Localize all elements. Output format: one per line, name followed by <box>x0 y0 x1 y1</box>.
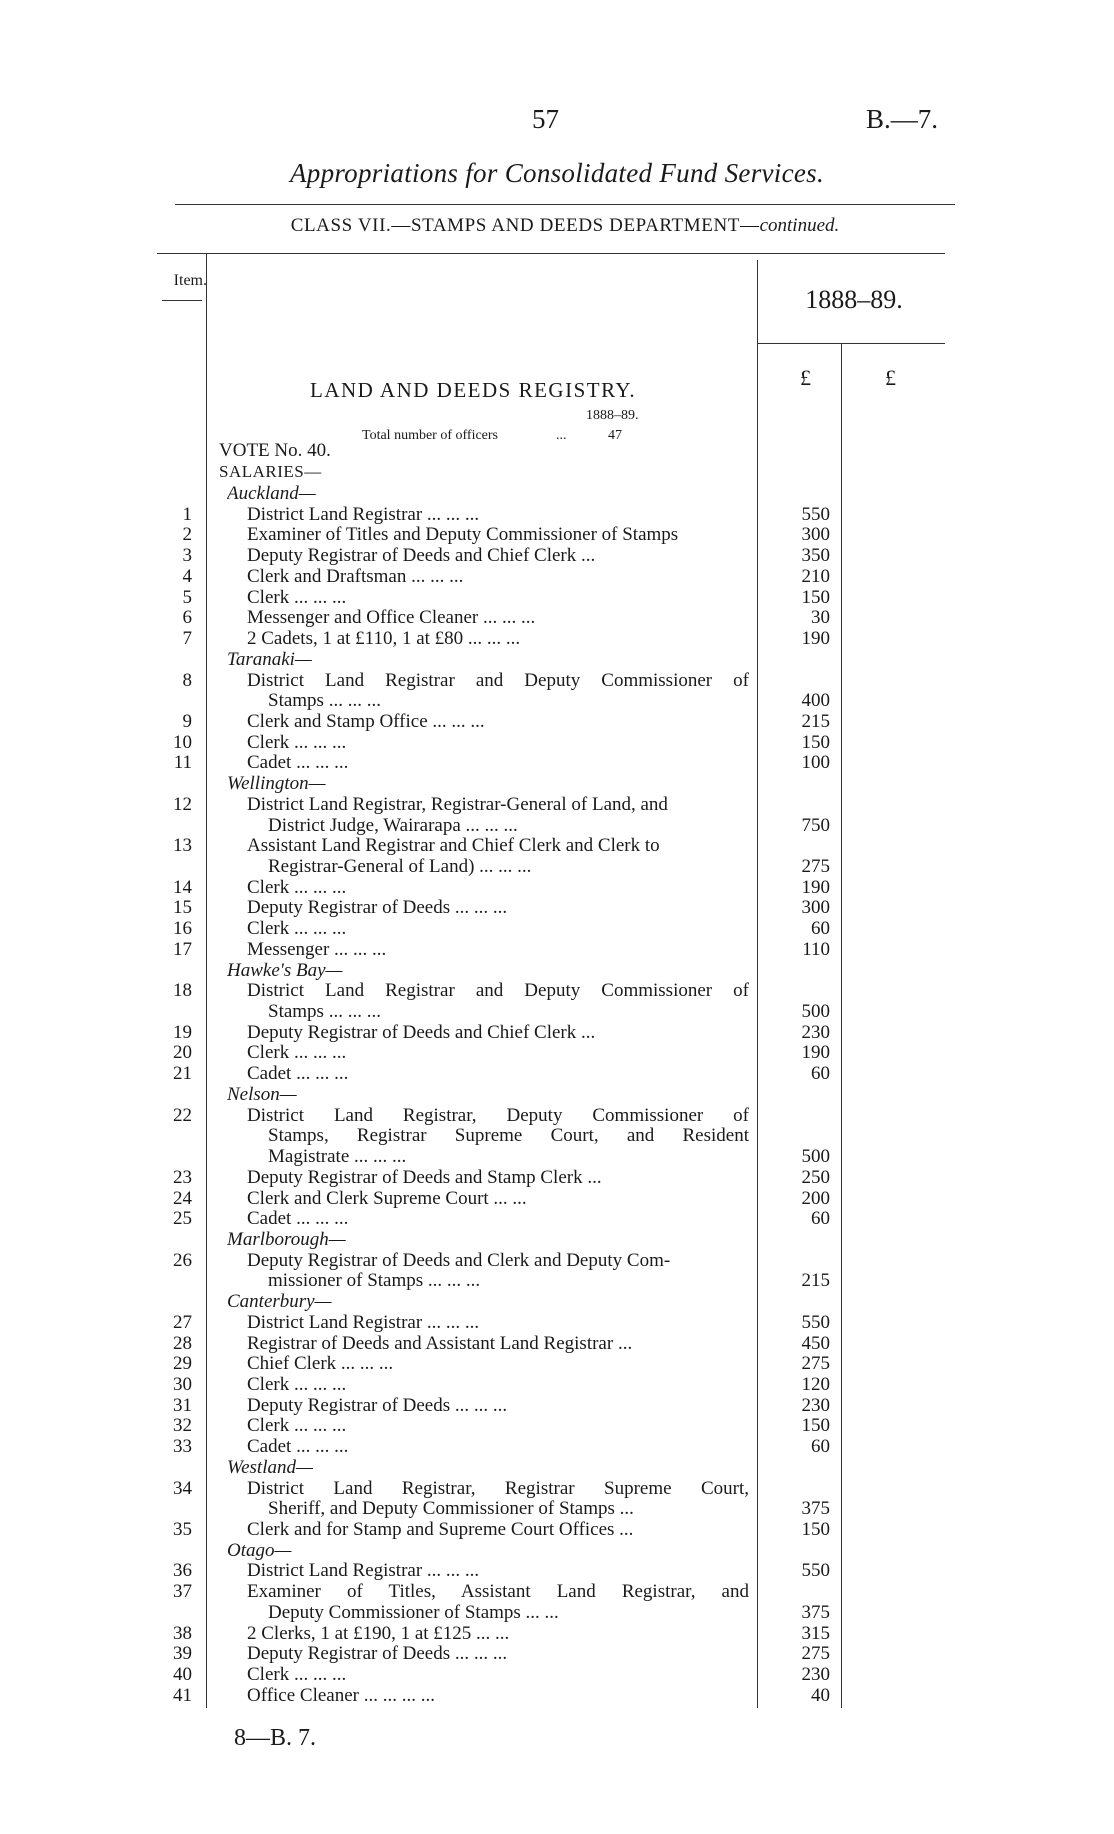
item-number: 10 <box>173 731 192 753</box>
table-row <box>0 1395 1114 1416</box>
page-title: Appropriations for Consolidated Fund Services. <box>289 158 825 188</box>
item-amount: 210 <box>801 565 830 587</box>
item-number: 39 <box>173 1643 192 1665</box>
table-row-continuation <box>0 856 1114 877</box>
item-amount: 150 <box>801 586 830 608</box>
item-amount: 750 <box>801 814 830 836</box>
item-number: 37 <box>173 1581 192 1603</box>
officers-count: 47 <box>608 428 622 443</box>
item-description: Examiner of Titles and Deputy Commissioner of Stamps <box>247 524 679 546</box>
item-description: Stamps ... ... ... <box>268 690 381 712</box>
item-number: 16 <box>173 918 192 940</box>
item-amount: 60 <box>811 1208 830 1230</box>
item-description: District Judge, Wairarapa ... ... ... <box>268 814 518 836</box>
item-description: Sheriff, and Deputy Commissioner of Stamps ... <box>268 1498 634 1520</box>
table-row <box>0 1042 1114 1063</box>
region-name: Westland— <box>227 1456 313 1478</box>
item-number: 23 <box>173 1166 192 1188</box>
officers-label: Total number of officers <box>362 428 498 443</box>
item-description: Deputy Registrar of Deeds and Chief Clerk ... <box>247 545 596 567</box>
item-description: Clerk ... ... ... <box>247 1415 347 1437</box>
region-name: Otago— <box>227 1539 292 1561</box>
region-heading <box>0 483 1114 504</box>
item-number: 33 <box>173 1436 192 1458</box>
item-description: Clerk ... ... ... <box>247 1042 347 1064</box>
item-description: Chief Clerk ... ... ... <box>247 1353 394 1375</box>
item-description: Deputy Registrar of Deeds ... ... ... <box>247 1394 508 1416</box>
table-row <box>0 1353 1114 1374</box>
item-description: Clerk and for Stamp and Supreme Court Offices ... <box>247 1519 634 1540</box>
table-row <box>0 711 1114 732</box>
item-description: District Land Registrar ... ... ... <box>247 1560 480 1582</box>
item-amount: 110 <box>802 938 830 960</box>
officers-dots: ... <box>556 428 567 443</box>
table-row <box>0 897 1114 918</box>
item-description: Examiner of Titles, Assistant Land Registrar, and <box>247 1581 749 1603</box>
class-heading-text: CLASS VII.—STAMPS AND DEEDS DEPARTMENT— <box>290 215 760 236</box>
item-description: Deputy Registrar of Deeds and Clerk and Deputy Com- <box>247 1249 671 1271</box>
item-amount: 230 <box>801 1394 830 1416</box>
item-description: District Land Registrar ... ... ... <box>247 503 480 525</box>
table-row-continuation <box>0 1125 1114 1146</box>
item-amount: 100 <box>801 752 830 774</box>
table-row-continuation <box>0 1498 1114 1519</box>
item-description: Stamps, Registrar Supreme Court, and Resident <box>268 1125 749 1147</box>
item-number: 21 <box>173 1063 192 1085</box>
region-heading <box>0 773 1114 794</box>
table-row <box>0 1167 1114 1188</box>
item-number: 3 <box>182 545 192 567</box>
section-title: LAND AND DEEDS REGISTRY. <box>310 378 637 402</box>
item-description: Clerk and Stamp Office ... ... ... <box>247 710 485 732</box>
item-number: 34 <box>173 1477 192 1499</box>
item-amount: 275 <box>801 1353 830 1375</box>
item-amount: 400 <box>801 690 830 712</box>
table-row <box>0 628 1114 649</box>
item-number: 12 <box>173 793 192 815</box>
region-name: Taranaki— <box>227 648 312 670</box>
item-amount: 550 <box>801 503 830 525</box>
region-heading <box>0 1084 1114 1105</box>
region-heading <box>0 1457 1114 1478</box>
item-number: 17 <box>173 938 192 960</box>
item-amount: 450 <box>801 1332 830 1354</box>
table-row <box>0 587 1114 608</box>
table-row <box>0 835 1114 856</box>
table-row <box>0 1188 1114 1209</box>
item-amount: 500 <box>801 1001 830 1022</box>
item-amount: 60 <box>811 918 830 940</box>
item-amount: 120 <box>801 1374 830 1395</box>
item-number: 13 <box>173 835 192 857</box>
table-row <box>0 1063 1114 1084</box>
item-number: 15 <box>173 897 192 919</box>
table-row <box>0 1208 1114 1229</box>
table-row <box>0 1643 1114 1664</box>
item-amount: 30 <box>811 607 830 629</box>
item-number: 11 <box>173 752 192 774</box>
item-amount: 250 <box>801 1166 830 1188</box>
item-description: missioner of Stamps ... ... ... <box>268 1270 481 1292</box>
table-row <box>0 918 1114 939</box>
page-number: 57 <box>532 104 559 134</box>
item-amount: 190 <box>801 628 830 649</box>
table-row <box>0 1022 1114 1043</box>
item-number: 32 <box>173 1415 192 1437</box>
document-reference: B.—7. <box>866 104 939 134</box>
currency-header-1: £ <box>800 365 811 390</box>
table-row-continuation <box>0 1146 1114 1167</box>
item-description: 2 Clerks, 1 at £190, 1 at £125 ... ... <box>247 1622 510 1644</box>
item-number: 35 <box>173 1519 192 1540</box>
item-description: 2 Cadets, 1 at £110, 1 at £80 ... ... ... <box>247 628 521 649</box>
item-amount: 275 <box>801 1643 830 1665</box>
item-description: Clerk ... ... ... <box>247 731 347 753</box>
vote-number: VOTE No. 40. <box>219 440 331 461</box>
item-amount: 550 <box>801 1560 830 1582</box>
footer-signature: 8—B. 7. <box>234 1725 317 1751</box>
item-number: 30 <box>173 1374 192 1395</box>
item-amount: 375 <box>801 1498 830 1520</box>
table-row-continuation <box>0 1270 1114 1291</box>
table-row <box>0 1581 1114 1602</box>
item-description: Clerk ... ... ... <box>247 1664 347 1685</box>
table-row <box>0 732 1114 753</box>
officers-year: 1888–89. <box>586 408 639 423</box>
table-row <box>0 670 1114 691</box>
table-row <box>0 1685 1114 1706</box>
item-amount: 150 <box>801 1415 830 1437</box>
item-amount: 215 <box>801 1270 830 1292</box>
item-number: 5 <box>182 586 192 608</box>
item-number: 8 <box>182 669 192 691</box>
item-description: Deputy Commissioner of Stamps ... ... <box>268 1601 559 1623</box>
region-name: Nelson— <box>227 1083 297 1105</box>
header-rule <box>157 253 945 254</box>
item-number: 18 <box>173 980 192 1002</box>
item-underline <box>162 300 202 301</box>
table-row <box>0 1519 1114 1540</box>
item-amount: 60 <box>811 1063 830 1085</box>
table-row <box>0 980 1114 1001</box>
year-column-header: 1888–89. <box>805 285 903 314</box>
table-row <box>0 752 1114 773</box>
item-description: Clerk and Draftsman ... ... ... <box>247 565 464 587</box>
region-heading <box>0 1540 1114 1561</box>
item-description: Clerk ... ... ... <box>247 876 347 898</box>
item-amount: 300 <box>801 524 830 546</box>
item-number: 2 <box>182 524 192 546</box>
item-description: Deputy Registrar of Deeds and Chief Clerk ... <box>247 1021 596 1043</box>
item-description: District Land Registrar and Deputy Commissioner of <box>247 980 749 1002</box>
region-heading <box>0 1229 1114 1250</box>
item-description: Clerk ... ... ... <box>247 918 347 940</box>
item-number: 4 <box>182 565 192 587</box>
item-description: District Land Registrar, Registrar Supreme Court, <box>247 1477 749 1499</box>
item-description: Cadet ... ... ... <box>247 752 349 774</box>
table-row <box>0 524 1114 545</box>
item-amount: 190 <box>801 876 830 898</box>
class-heading <box>175 215 955 237</box>
item-description: District Land Registrar and Deputy Commissioner of <box>247 669 749 691</box>
item-amount: 150 <box>801 1519 830 1540</box>
table-row-continuation <box>0 815 1114 836</box>
item-amount: 215 <box>801 710 830 732</box>
table-row <box>0 1623 1114 1644</box>
region-heading <box>0 960 1114 981</box>
item-number: 14 <box>173 876 192 898</box>
item-amount: 60 <box>811 1436 830 1458</box>
item-description: Office Cleaner ... ... ... ... <box>247 1684 436 1706</box>
table-row <box>0 1560 1114 1581</box>
item-number: 6 <box>182 607 192 629</box>
item-description: Clerk and Clerk Supreme Court ... ... <box>247 1187 527 1209</box>
item-number: 40 <box>173 1664 192 1685</box>
item-amount: 190 <box>801 1042 830 1064</box>
item-number: 24 <box>173 1187 192 1209</box>
table-row <box>0 1415 1114 1436</box>
region-heading <box>0 1291 1114 1312</box>
region-name: Hawke's Bay— <box>227 959 343 981</box>
item-number: 25 <box>173 1208 192 1230</box>
item-description: District Land Registrar ... ... ... <box>247 1311 480 1333</box>
item-amount: 230 <box>801 1664 830 1685</box>
year-underline <box>757 343 945 344</box>
item-description: Deputy Registrar of Deeds ... ... ... <box>247 897 508 919</box>
table-row <box>0 877 1114 898</box>
item-description: Magistrate ... ... ... <box>268 1146 407 1167</box>
table-row-continuation <box>0 1001 1114 1022</box>
item-number: 28 <box>173 1332 192 1354</box>
item-number: 1 <box>182 503 192 525</box>
item-number: 26 <box>173 1249 192 1271</box>
item-amount: 550 <box>801 1311 830 1333</box>
item-description: Deputy Registrar of Deeds and Stamp Clerk ... <box>247 1166 602 1188</box>
table-row <box>0 607 1114 628</box>
table-row <box>0 1374 1114 1395</box>
region-name: Marlborough— <box>227 1228 346 1250</box>
item-number: 38 <box>173 1622 192 1644</box>
item-number: 31 <box>173 1394 192 1416</box>
currency-header-2: £ <box>885 365 896 390</box>
item-description: Messenger ... ... ... <box>247 938 387 960</box>
table-row <box>0 1478 1114 1499</box>
table-row <box>0 1664 1114 1685</box>
top-rule <box>175 204 955 205</box>
table-row <box>0 545 1114 566</box>
item-number: 20 <box>173 1042 192 1064</box>
region-name: Auckland— <box>227 483 316 504</box>
item-amount: 150 <box>801 731 830 753</box>
item-number: 41 <box>173 1684 192 1706</box>
item-description: Clerk ... ... ... <box>247 586 347 608</box>
item-amount: 275 <box>801 856 830 877</box>
item-number: 7 <box>182 628 192 649</box>
item-column-header: Item. <box>173 272 207 289</box>
item-description: District Land Registrar, Registrar-General of Land, and <box>247 793 668 815</box>
salaries-heading: SALARIES— <box>219 462 322 481</box>
item-amount: 350 <box>801 545 830 567</box>
table-row <box>0 1312 1114 1333</box>
table-row-continuation <box>0 690 1114 711</box>
item-amount: 230 <box>801 1021 830 1043</box>
item-description: Registrar of Deeds and Assistant Land Registrar ... <box>247 1332 633 1354</box>
region-name: Canterbury— <box>227 1291 332 1313</box>
region-name: Wellington— <box>227 773 326 795</box>
table-row <box>0 939 1114 960</box>
region-heading <box>0 649 1114 670</box>
item-description: Clerk ... ... ... <box>247 1374 347 1395</box>
table-row <box>0 566 1114 587</box>
item-amount: 300 <box>801 897 830 919</box>
table-row <box>0 504 1114 525</box>
item-amount: 200 <box>801 1187 830 1209</box>
item-description: Assistant Land Registrar and Chief Clerk and Clerk to <box>247 835 660 857</box>
item-amount: 375 <box>801 1601 830 1623</box>
item-description: District Land Registrar, Deputy Commissioner of <box>247 1104 749 1126</box>
item-number: 19 <box>173 1021 192 1043</box>
item-amount: 315 <box>801 1622 830 1644</box>
table-row-continuation <box>0 1602 1114 1623</box>
item-number: 36 <box>173 1560 192 1582</box>
item-number: 9 <box>182 710 192 732</box>
item-description: Cadet ... ... ... <box>247 1436 349 1458</box>
table-row <box>0 1250 1114 1271</box>
item-amount: 40 <box>811 1684 830 1706</box>
item-description: Cadet ... ... ... <box>247 1208 349 1230</box>
item-description: Cadet ... ... ... <box>247 1063 349 1085</box>
item-number: 27 <box>173 1311 192 1333</box>
class-heading-continued: continued. <box>759 215 840 236</box>
table-row <box>0 794 1114 815</box>
item-number: 29 <box>173 1353 192 1375</box>
item-amount: 500 <box>801 1146 830 1167</box>
table-row <box>0 1333 1114 1354</box>
item-description: Registrar-General of Land) ... ... ... <box>268 856 532 877</box>
item-number: 22 <box>173 1104 192 1126</box>
item-description: Deputy Registrar of Deeds ... ... ... <box>247 1643 508 1665</box>
table-row <box>0 1436 1114 1457</box>
item-description: Messenger and Office Cleaner ... ... ... <box>247 607 536 629</box>
table-row <box>0 1105 1114 1126</box>
item-description: Stamps ... ... ... <box>268 1001 381 1022</box>
